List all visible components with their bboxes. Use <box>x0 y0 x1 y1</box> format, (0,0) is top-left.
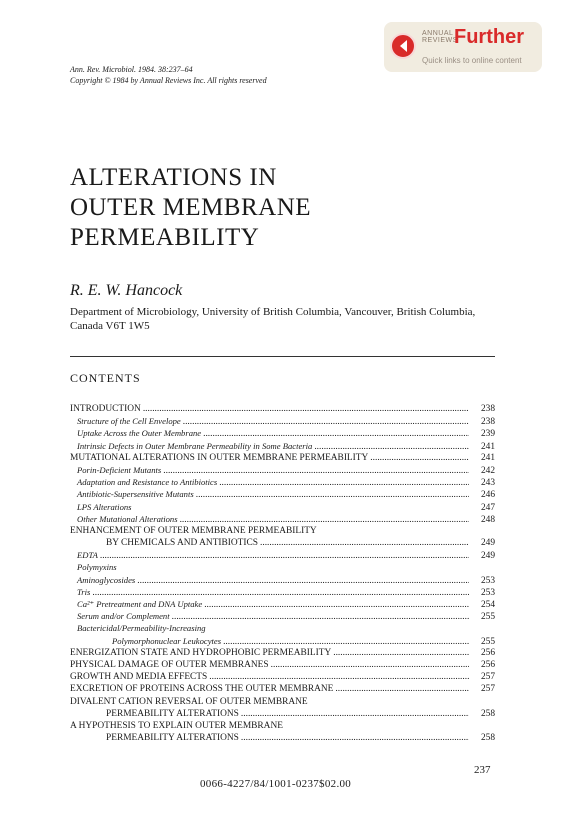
toc-entry[interactable]: Structure of the Cell Envelope ..... 238 <box>70 415 495 427</box>
contents-heading: CONTENTS <box>70 371 141 385</box>
toc-entry[interactable]: PERMEABILITY ALTERATIONS ..... 258 <box>70 708 495 720</box>
toc-entry[interactable]: GROWTH AND MEDIA EFFECTS ..... 257 <box>70 671 495 683</box>
toc-entry[interactable]: MUTATIONAL ALTERATIONS IN OUTER MEMBRANE PERMEABILITY ..... 241 <box>70 452 495 464</box>
arrow-circle-icon[interactable] <box>390 33 416 59</box>
toc-entry[interactable]: ENHANCEMENT OF OUTER MEMBRANE PERMEABILITY <box>70 525 317 536</box>
divider <box>70 356 495 357</box>
further-banner[interactable] <box>384 22 542 72</box>
author: R. E. W. Hancock <box>70 282 183 299</box>
toc-entry[interactable]: BY CHEMICALS AND ANTIBIOTICS ..... 249 <box>70 537 495 549</box>
annual-reviews-logo-text: ANNUAL REVIEWS <box>422 30 458 44</box>
toc-entry[interactable]: Intrinsic Defects in Outer Membrane Permeability in Some Bacteria ..... 241 <box>70 440 495 452</box>
toc-entry[interactable]: EDTA ..... 249 <box>70 549 495 561</box>
toc-entry[interactable]: Bactericidal/Permeability-Increasing <box>77 623 206 634</box>
toc-entry[interactable]: DIVALENT CATION REVERSAL OF OUTER MEMBRANE <box>70 696 308 707</box>
citation <box>70 64 267 86</box>
toc-entry[interactable]: Ca²⁺ Pretreatment and DNA Uptake ..... 254 <box>70 598 495 610</box>
toc-entry[interactable]: Tris ..... 253 <box>70 586 495 598</box>
title-line-3: PERMEABILITY <box>70 224 260 251</box>
toc-entry[interactable]: PHYSICAL DAMAGE OF OUTER MEMBRANES ..... 256 <box>70 659 495 671</box>
toc-entry[interactable]: A HYPOTHESIS TO EXPLAIN OUTER MEMBRANE <box>70 720 283 731</box>
page-number: 237 <box>474 764 491 776</box>
title-line-2: OUTER MEMBRANE <box>70 194 312 221</box>
title-line-1: ALTERATIONS IN <box>70 164 277 191</box>
article-code: 0066-4227/84/1001-0237$02.00 <box>200 778 352 790</box>
toc-entry[interactable]: Aminoglycosides ..... 253 <box>70 574 495 586</box>
table-of-contents <box>70 403 495 744</box>
toc-entry[interactable]: Adaptation and Resistance to Antibiotics ..... 243 <box>70 476 495 488</box>
toc-entry[interactable]: Uptake Across the Outer Membrane ..... 239 <box>70 427 495 439</box>
toc-entry[interactable]: Serum and/or Complement ..... 255 <box>70 610 495 622</box>
toc-entry[interactable]: EXCRETION OF PROTEINS ACROSS THE OUTER MEMBRANE ..... 257 <box>70 683 495 695</box>
toc-entry[interactable]: Polymorphonuclear Leukocytes ..... 255 <box>70 635 495 647</box>
toc-entry[interactable]: LPS Alterations 247 <box>77 501 495 513</box>
citation-line-2: Copyright © 1984 by Annual Reviews Inc. All rights reserved <box>70 76 267 85</box>
toc-entry[interactable]: Other Mutational Alterations ..... 248 <box>70 513 495 525</box>
affiliation: Department of Microbiology, University of British Columbia, Vancouver, British Columbia, Canada V6T 1W5 <box>70 306 476 332</box>
toc-entry[interactable]: Polymyxins <box>77 562 117 573</box>
citation-line-1: Ann. Rev. Microbiol. 1984. 38:237–64 <box>70 65 193 74</box>
article-title <box>70 163 311 253</box>
further-subtitle: Quick links to online content <box>422 56 522 65</box>
further-label: Further <box>454 26 524 48</box>
toc-entry[interactable]: PERMEABILITY ALTERATIONS ..... 258 <box>70 732 495 744</box>
toc-entry[interactable]: Antibiotic-Supersensitive Mutants ..... 246 <box>70 488 495 500</box>
toc-entry[interactable]: Porin-Deficient Mutants ..... 242 <box>70 464 495 476</box>
toc-entry[interactable]: INTRODUCTION ..... 238 <box>70 403 495 415</box>
toc-entry[interactable]: ENERGIZATION STATE AND HYDROPHOBIC PERMEABILITY ..... 256 <box>70 647 495 659</box>
